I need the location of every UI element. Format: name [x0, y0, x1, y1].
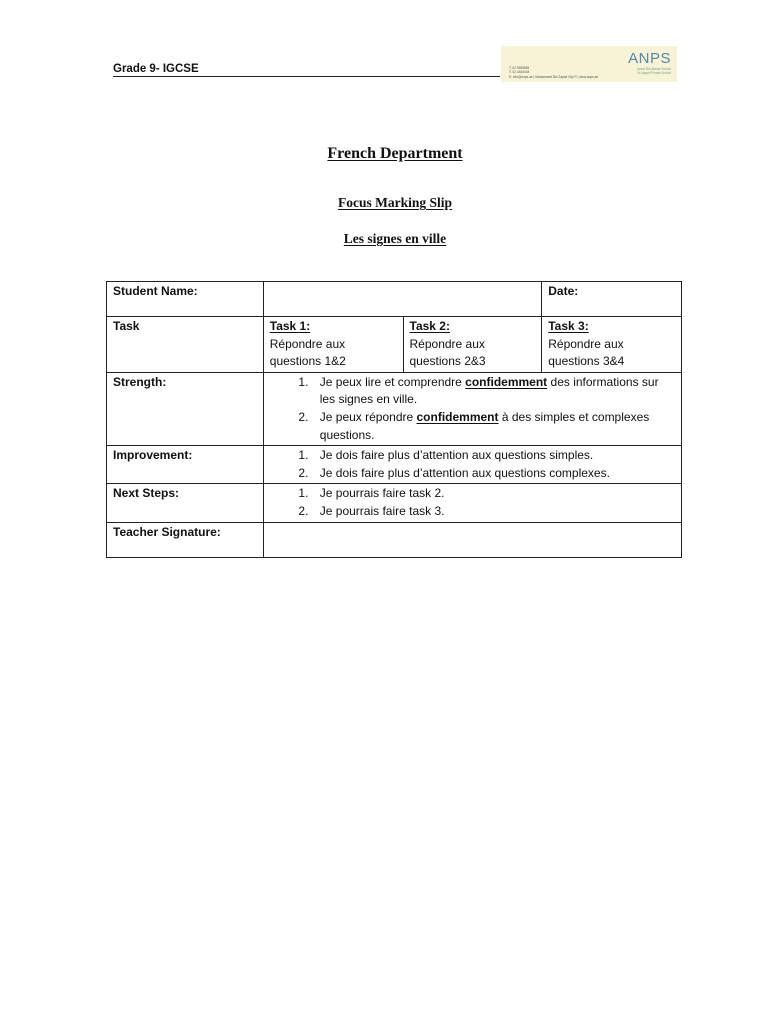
- date-label: Date:: [542, 282, 682, 317]
- improvement-row: [107, 446, 682, 484]
- next-steps-cell: [263, 484, 681, 522]
- next-steps-item-2: 2. Je pourrais faire task 3.: [312, 503, 675, 521]
- next-steps-item-1: 1. Je pourrais faire task 2.: [312, 485, 675, 503]
- task-1-title: Task 1:: [269, 319, 311, 333]
- improvement-list: [270, 447, 675, 482]
- next-steps-list: [270, 485, 675, 520]
- task-3-line-2: questions 3&4: [548, 354, 625, 369]
- task-1-line-2: questions 1&2: [269, 354, 346, 369]
- task-1-line-1: Répondre aux: [269, 336, 346, 351]
- strength-item-1: 1. Je peux lire et comprendre confidemment des informations sur les signes en ville.: [312, 374, 675, 409]
- emphasis-word: confidemment: [416, 409, 499, 424]
- teacher-signature-row: [107, 522, 682, 557]
- improvement-item-1: 1. Je dois faire plus d’attention aux questions simples.: [312, 447, 675, 465]
- task-3-line-1: Répondre aux: [548, 336, 624, 351]
- department-title: French Department: [327, 145, 463, 162]
- improvement-item-2: 2. Je dois faire plus d’attention aux questions complexes.: [312, 465, 675, 483]
- emphasis-word: confidemment: [465, 374, 548, 389]
- teacher-signature-label: Teacher Signature:: [107, 522, 264, 557]
- strength-row: [107, 372, 682, 445]
- task-label: Task: [107, 317, 264, 373]
- student-name-label: Student Name:: [107, 282, 264, 317]
- slip-title: Focus Marking Slip: [337, 195, 453, 210]
- improvement-cell: [263, 446, 681, 484]
- task-2-cell: [403, 317, 542, 373]
- task-3-title: Task 3:: [548, 319, 589, 333]
- task-2-title: Task 2:: [409, 319, 450, 333]
- strength-label: Strength:: [107, 372, 264, 445]
- grade-label: Grade 9- IGCSE: [113, 63, 199, 75]
- student-name-row: [107, 282, 682, 317]
- logo-contact-info: T: 02 5555555 T: 02-4444444 E: info@anps.ae | Mohammed Bin Zayed City P | www.anps.ae: [509, 66, 599, 79]
- school-logo: [501, 46, 677, 82]
- task-3-cell: [542, 317, 682, 373]
- topic-title: Les signes en ville: [343, 231, 447, 246]
- next-steps-row: [107, 484, 682, 522]
- teacher-signature-field[interactable]: [263, 522, 681, 557]
- strength-item-2: 2. Je peux répondre confidemment à des simples et complexes questions.: [312, 409, 675, 444]
- task-2-line-1: Répondre aux: [409, 336, 485, 351]
- improvement-label: Improvement:: [107, 446, 264, 484]
- student-name-field[interactable]: [263, 282, 541, 317]
- strength-list: [270, 374, 675, 444]
- marking-slip-table: [106, 281, 682, 558]
- next-steps-label: Next Steps:: [107, 484, 264, 522]
- task-2-line-2: questions 2&3: [409, 354, 486, 369]
- logo-subtitle: Aamir Bin Abbas School Al Najah Private School: [636, 67, 671, 76]
- logo-wordmark: ANPS: [628, 50, 671, 67]
- task-1-cell: [263, 317, 403, 373]
- task-row: [107, 317, 682, 373]
- strength-cell: [263, 372, 681, 445]
